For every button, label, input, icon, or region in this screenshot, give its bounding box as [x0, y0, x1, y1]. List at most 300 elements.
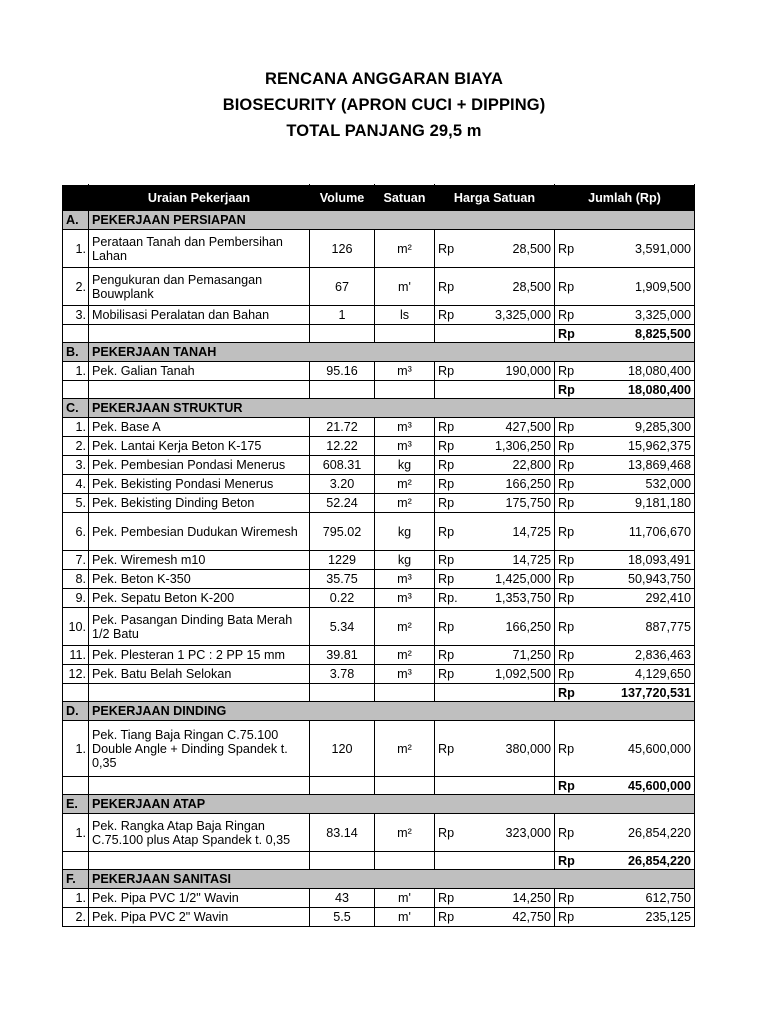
item-total-currency: Rp — [558, 591, 575, 605]
subtotal — [558, 779, 691, 793]
item-total — [558, 891, 691, 905]
item-price-value: 1,425,000 — [494, 572, 551, 586]
item-total-cell — [555, 814, 695, 852]
item-unit-price-cell — [435, 551, 555, 570]
item-price-value: 323,000 — [505, 825, 551, 840]
item-volume: 120 — [310, 721, 375, 777]
table-row — [63, 362, 695, 381]
item-description: Pek. Galian Tanah — [89, 362, 310, 381]
section-code: D. — [63, 702, 89, 721]
item-unit: m² — [375, 475, 435, 494]
item-price-currency: Rp — [438, 241, 455, 256]
subtotal-cell — [555, 852, 695, 870]
item-total-currency: Rp — [558, 524, 575, 539]
section-code: B. — [63, 343, 89, 362]
item-unit: m² — [375, 494, 435, 513]
item-unit-price-cell — [435, 230, 555, 268]
item-unit-price-cell — [435, 306, 555, 325]
subtotal — [558, 327, 691, 341]
item-unit: m² — [375, 646, 435, 665]
header-unit: Satuan — [375, 185, 435, 211]
item-number: 1. — [63, 418, 89, 437]
section-code: F. — [63, 870, 89, 889]
item-unit-price — [438, 620, 551, 634]
subtotal-cell — [555, 777, 695, 795]
item-total — [558, 667, 691, 681]
item-total-cell — [555, 646, 695, 665]
document-length: TOTAL PANJANG 29,5 m — [286, 122, 482, 140]
item-unit-price-cell — [435, 665, 555, 684]
item-description: Mobilisasi Peralatan dan Bahan — [89, 306, 310, 325]
item-number: 1. — [63, 230, 89, 268]
item-total-value: 13,869,468 — [627, 458, 691, 472]
item-volume: 67 — [310, 268, 375, 306]
subtotal-empty-cell — [89, 852, 310, 870]
item-unit: m' — [375, 908, 435, 927]
subtotal-empty-cell — [435, 381, 555, 399]
item-price-value: 1,353,750 — [494, 591, 551, 605]
section-name: PEKERJAAN SANITASI — [89, 870, 695, 889]
item-total-currency: Rp — [558, 891, 575, 905]
item-total-currency: Rp — [558, 420, 575, 434]
subtotal-empty-cell — [89, 381, 310, 399]
item-unit-price-cell — [435, 437, 555, 456]
item-unit: m² — [375, 814, 435, 852]
item-price-currency: Rp — [438, 308, 455, 322]
item-unit-price — [438, 420, 551, 434]
item-total-cell — [555, 456, 695, 475]
subtotal-cell — [555, 325, 695, 343]
item-unit-price — [438, 553, 551, 567]
header-volume: Volume — [310, 185, 375, 211]
item-volume: 95.16 — [310, 362, 375, 381]
table-row — [63, 306, 695, 325]
item-unit: m³ — [375, 589, 435, 608]
item-number: 2. — [63, 437, 89, 456]
section-name: PEKERJAAN ATAP — [89, 795, 695, 814]
subtotal-cell — [555, 381, 695, 399]
item-unit-price — [438, 308, 551, 322]
item-price-value: 166,250 — [505, 477, 551, 491]
item-unit: m² — [375, 608, 435, 646]
item-number: 12. — [63, 665, 89, 684]
table-row — [63, 665, 695, 684]
subtotal-currency: Rp — [558, 853, 575, 868]
item-volume: 43 — [310, 889, 375, 908]
item-price-currency: Rp — [438, 279, 455, 294]
item-total-cell — [555, 306, 695, 325]
subtotal-empty-cell — [435, 684, 555, 702]
item-description: Pek. Pembesian Pondasi Menerus — [89, 456, 310, 475]
subtotal-empty-cell — [310, 325, 375, 343]
table-row — [63, 889, 695, 908]
item-total — [558, 591, 691, 605]
subtotal-empty-cell — [435, 777, 555, 795]
item-price-currency: Rp — [438, 553, 455, 567]
item-price-currency: Rp — [438, 364, 455, 378]
subtotal-empty-cell — [310, 684, 375, 702]
subtotal-empty-cell — [375, 325, 435, 343]
item-total-currency: Rp — [558, 364, 575, 378]
item-unit-price-cell — [435, 362, 555, 381]
table-row — [63, 494, 695, 513]
item-volume: 1 — [310, 306, 375, 325]
item-total-currency: Rp — [558, 439, 575, 453]
item-description: Pek. Beton K-350 — [89, 570, 310, 589]
item-description: Pek. Bekisting Dinding Beton — [89, 494, 310, 513]
item-description: Pek. Pembesian Dudukan Wiremesh — [89, 513, 310, 551]
item-price-value: 1,092,500 — [494, 667, 551, 681]
table-row — [63, 475, 695, 494]
item-description: Pek. Bekisting Pondasi Menerus — [89, 475, 310, 494]
item-unit-price-cell — [435, 513, 555, 551]
item-total-value: 612,750 — [645, 891, 691, 905]
item-total-value: 15,962,375 — [627, 439, 691, 453]
item-total-currency: Rp — [558, 825, 575, 840]
item-price-currency: Rp — [438, 667, 455, 681]
item-total-currency: Rp — [558, 910, 575, 924]
item-description: Pek. Wiremesh m10 — [89, 551, 310, 570]
item-total-value: 532,000 — [645, 477, 691, 491]
item-volume: 608.31 — [310, 456, 375, 475]
item-description: Pek. Batu Belah Selokan — [89, 665, 310, 684]
section-code: A. — [63, 211, 89, 230]
subtotal-empty-cell — [435, 852, 555, 870]
item-unit-price — [438, 364, 551, 378]
item-description: Pek. Sepatu Beton K-200 — [89, 589, 310, 608]
item-unit: m² — [375, 721, 435, 777]
item-total — [558, 280, 691, 294]
item-total-cell — [555, 908, 695, 927]
section-code: C. — [63, 399, 89, 418]
item-total — [558, 648, 691, 662]
item-unit-price-cell — [435, 908, 555, 927]
section-header-row — [63, 702, 695, 721]
subtotal-value: 45,600,000 — [627, 778, 691, 793]
table-row — [63, 456, 695, 475]
item-volume: 126 — [310, 230, 375, 268]
subtotal-cell — [555, 684, 695, 702]
item-number: 2. — [63, 268, 89, 306]
item-volume: 795.02 — [310, 513, 375, 551]
item-price-value: 14,250 — [512, 891, 551, 905]
item-total-value: 887,775 — [645, 619, 691, 634]
item-total-currency: Rp — [558, 308, 575, 322]
item-price-value: 22,800 — [512, 458, 551, 472]
item-unit-price — [438, 572, 551, 586]
item-unit-price — [438, 477, 551, 491]
table-row — [63, 589, 695, 608]
item-price-currency: Rp — [438, 619, 455, 634]
item-total — [558, 496, 691, 510]
item-unit-price-cell — [435, 475, 555, 494]
item-price-currency: Rp — [438, 496, 455, 510]
item-total-value: 26,854,220 — [627, 825, 691, 840]
table-body — [63, 211, 695, 927]
section-header-row — [63, 870, 695, 889]
section-header-row — [63, 343, 695, 362]
item-total-cell — [555, 721, 695, 777]
item-number: 10. — [63, 608, 89, 646]
subtotal-empty-cell — [63, 325, 89, 343]
item-unit-price — [438, 826, 551, 840]
item-price-value: 28,500 — [512, 279, 551, 294]
item-total-cell — [555, 570, 695, 589]
item-unit-price — [438, 280, 551, 294]
item-total-cell — [555, 230, 695, 268]
item-total — [558, 242, 691, 256]
item-total-currency: Rp — [558, 619, 575, 634]
table-row — [63, 646, 695, 665]
item-price-currency: Rp — [438, 477, 455, 491]
item-price-currency: Rp — [438, 458, 455, 472]
item-unit-price-cell — [435, 646, 555, 665]
item-number: 1. — [63, 814, 89, 852]
item-price-value: 28,500 — [512, 241, 551, 256]
item-unit: m² — [375, 230, 435, 268]
subtotal-value: 8,825,500 — [634, 326, 691, 341]
item-total-value: 2,836,463 — [634, 648, 691, 662]
item-unit-price — [438, 667, 551, 681]
item-total-currency: Rp — [558, 458, 575, 472]
subtotal-value: 137,720,531 — [620, 685, 691, 700]
item-price-value: 427,500 — [505, 420, 551, 434]
item-description: Perataan Tanah dan Pembersihan Lahan — [89, 230, 310, 268]
subtotal-value: 18,080,400 — [627, 382, 691, 397]
item-unit-price — [438, 891, 551, 905]
item-price-value: 1,306,250 — [494, 439, 551, 453]
item-total — [558, 477, 691, 491]
item-unit-price-cell — [435, 268, 555, 306]
item-number: 1. — [63, 889, 89, 908]
section-name: PEKERJAAN TANAH — [89, 343, 695, 362]
item-unit-price — [438, 242, 551, 256]
item-unit: kg — [375, 551, 435, 570]
item-unit-price — [438, 591, 551, 605]
item-total-cell — [555, 362, 695, 381]
subtotal-currency: Rp — [558, 382, 575, 397]
table-row — [63, 721, 695, 777]
item-unit-price — [438, 525, 551, 539]
item-volume: 5.34 — [310, 608, 375, 646]
item-number: 8. — [63, 570, 89, 589]
item-total-cell — [555, 494, 695, 513]
section-header-row — [63, 211, 695, 230]
header-total: Jumlah (Rp) — [555, 185, 695, 211]
item-unit: m³ — [375, 418, 435, 437]
item-total — [558, 439, 691, 453]
section-header-row — [63, 795, 695, 814]
document-subtitle: BIOSECURITY (APRON CUCI + DIPPING) — [222, 96, 546, 114]
item-total-cell — [555, 475, 695, 494]
item-total — [558, 620, 691, 634]
item-total-cell — [555, 889, 695, 908]
subtotal-empty-cell — [63, 381, 89, 399]
item-volume: 1229 — [310, 551, 375, 570]
item-unit: m' — [375, 268, 435, 306]
document-title: RENCANA ANGGARAN BIAYA — [264, 70, 504, 88]
item-price-currency: Rp — [438, 648, 455, 662]
item-unit-price-cell — [435, 589, 555, 608]
subtotal-row — [63, 381, 695, 399]
item-volume: 39.81 — [310, 646, 375, 665]
item-unit-price — [438, 496, 551, 510]
item-number: 7. — [63, 551, 89, 570]
item-total-value: 3,325,000 — [634, 308, 691, 322]
item-number: 1. — [63, 721, 89, 777]
subtotal-currency: Rp — [558, 685, 575, 700]
subtotal — [558, 383, 691, 397]
item-price-currency: Rp — [438, 910, 455, 924]
subtotal-row — [63, 684, 695, 702]
item-description: Pek. Rangka Atap Baja Ringan C.75.100 plus Atap Spandek t. 0,35 — [89, 814, 310, 852]
subtotal-empty-cell — [310, 381, 375, 399]
item-price-currency: Rp — [438, 524, 455, 539]
subtotal-empty-cell — [63, 684, 89, 702]
item-total — [558, 420, 691, 434]
item-description: Pek. Tiang Baja Ringan C.75.100 Double Angle + Dinding Spandek t. 0,35 — [89, 721, 310, 777]
item-unit-price-cell — [435, 418, 555, 437]
item-price-value: 166,250 — [505, 619, 551, 634]
table-row — [63, 814, 695, 852]
item-total-currency: Rp — [558, 477, 575, 491]
section-name: PEKERJAAN PERSIAPAN — [89, 211, 695, 230]
item-description: Pek. Lantai Kerja Beton K-175 — [89, 437, 310, 456]
item-price-currency: Rp — [438, 439, 455, 453]
item-volume: 52.24 — [310, 494, 375, 513]
subtotal-empty-cell — [435, 325, 555, 343]
item-number: 6. — [63, 513, 89, 551]
budget-table — [62, 184, 695, 927]
item-unit: m³ — [375, 665, 435, 684]
subtotal — [558, 686, 691, 700]
item-total-currency: Rp — [558, 648, 575, 662]
item-price-value: 42,750 — [512, 910, 551, 924]
item-description: Pengukuran dan Pemasangan Bouwplank — [89, 268, 310, 306]
item-total-currency: Rp — [558, 553, 575, 567]
item-price-currency: Rp — [438, 420, 455, 434]
table-row — [63, 608, 695, 646]
item-price-value: 14,725 — [512, 553, 551, 567]
item-price-currency: Rp. — [438, 591, 458, 605]
item-description: Pek. Base A — [89, 418, 310, 437]
item-price-currency: Rp — [438, 572, 455, 586]
item-total-value: 45,600,000 — [627, 741, 691, 756]
table-header-row — [63, 185, 695, 211]
section-name: PEKERJAAN DINDING — [89, 702, 695, 721]
item-description: Pek. Pipa PVC 2" Wavin — [89, 908, 310, 927]
item-total-currency: Rp — [558, 241, 575, 256]
item-total-cell — [555, 437, 695, 456]
section-code: E. — [63, 795, 89, 814]
subtotal-empty-cell — [89, 777, 310, 795]
item-volume: 21.72 — [310, 418, 375, 437]
item-number: 1. — [63, 362, 89, 381]
item-total — [558, 308, 691, 322]
item-total — [558, 525, 691, 539]
header-no — [63, 185, 89, 211]
item-total-cell — [555, 551, 695, 570]
item-unit-price-cell — [435, 721, 555, 777]
item-total — [558, 553, 691, 567]
item-price-value: 71,250 — [512, 648, 551, 662]
item-total — [558, 826, 691, 840]
item-unit: kg — [375, 456, 435, 475]
item-total — [558, 910, 691, 924]
item-total-value: 11,706,670 — [628, 524, 691, 539]
subtotal-empty-cell — [89, 325, 310, 343]
item-price-value: 3,325,000 — [494, 308, 551, 322]
item-number: 11. — [63, 646, 89, 665]
item-total-currency: Rp — [558, 279, 575, 294]
item-total-value: 18,080,400 — [627, 364, 691, 378]
table-row — [63, 230, 695, 268]
table-row — [63, 513, 695, 551]
item-number: 5. — [63, 494, 89, 513]
item-price-currency: Rp — [438, 825, 455, 840]
item-unit-price — [438, 742, 551, 756]
subtotal-empty-cell — [310, 852, 375, 870]
item-price-value: 175,750 — [505, 496, 551, 510]
item-unit-price — [438, 458, 551, 472]
subtotal-empty-cell — [375, 777, 435, 795]
item-unit: m' — [375, 889, 435, 908]
item-number: 3. — [63, 306, 89, 325]
item-price-value: 14,725 — [512, 524, 551, 539]
item-total-value: 1,909,500 — [634, 279, 691, 294]
item-volume: 83.14 — [310, 814, 375, 852]
item-unit-price-cell — [435, 456, 555, 475]
item-description: Pek. Pasangan Dinding Bata Merah 1/2 Batu — [89, 608, 310, 646]
item-unit-price-cell — [435, 608, 555, 646]
item-unit-price-cell — [435, 494, 555, 513]
subtotal-empty-cell — [63, 777, 89, 795]
item-volume: 5.5 — [310, 908, 375, 927]
item-volume: 12.22 — [310, 437, 375, 456]
subtotal-empty-cell — [375, 684, 435, 702]
item-unit-price-cell — [435, 814, 555, 852]
item-description: Pek. Plesteran 1 PC : 2 PP 15 mm — [89, 646, 310, 665]
item-price-currency: Rp — [438, 891, 455, 905]
item-unit: kg — [375, 513, 435, 551]
item-total-cell — [555, 608, 695, 646]
item-total-cell — [555, 513, 695, 551]
item-number: 2. — [63, 908, 89, 927]
item-unit: m³ — [375, 362, 435, 381]
table-row — [63, 570, 695, 589]
item-unit-price — [438, 648, 551, 662]
item-total-value: 235,125 — [645, 910, 691, 924]
item-unit-price-cell — [435, 570, 555, 589]
item-total — [558, 458, 691, 472]
table-row — [63, 418, 695, 437]
item-total-currency: Rp — [558, 496, 575, 510]
item-total — [558, 572, 691, 586]
item-unit: m³ — [375, 437, 435, 456]
item-price-value: 380,000 — [505, 741, 551, 756]
item-total-value: 3,591,000 — [634, 241, 691, 256]
item-total-cell — [555, 589, 695, 608]
section-header-row — [63, 399, 695, 418]
item-number: 4. — [63, 475, 89, 494]
item-number: 3. — [63, 456, 89, 475]
table-row — [63, 908, 695, 927]
subtotal-empty-cell — [375, 381, 435, 399]
item-total-value: 50,943,750 — [627, 572, 691, 586]
item-total-value: 9,285,300 — [634, 420, 691, 434]
item-total-cell — [555, 665, 695, 684]
item-total — [558, 742, 691, 756]
